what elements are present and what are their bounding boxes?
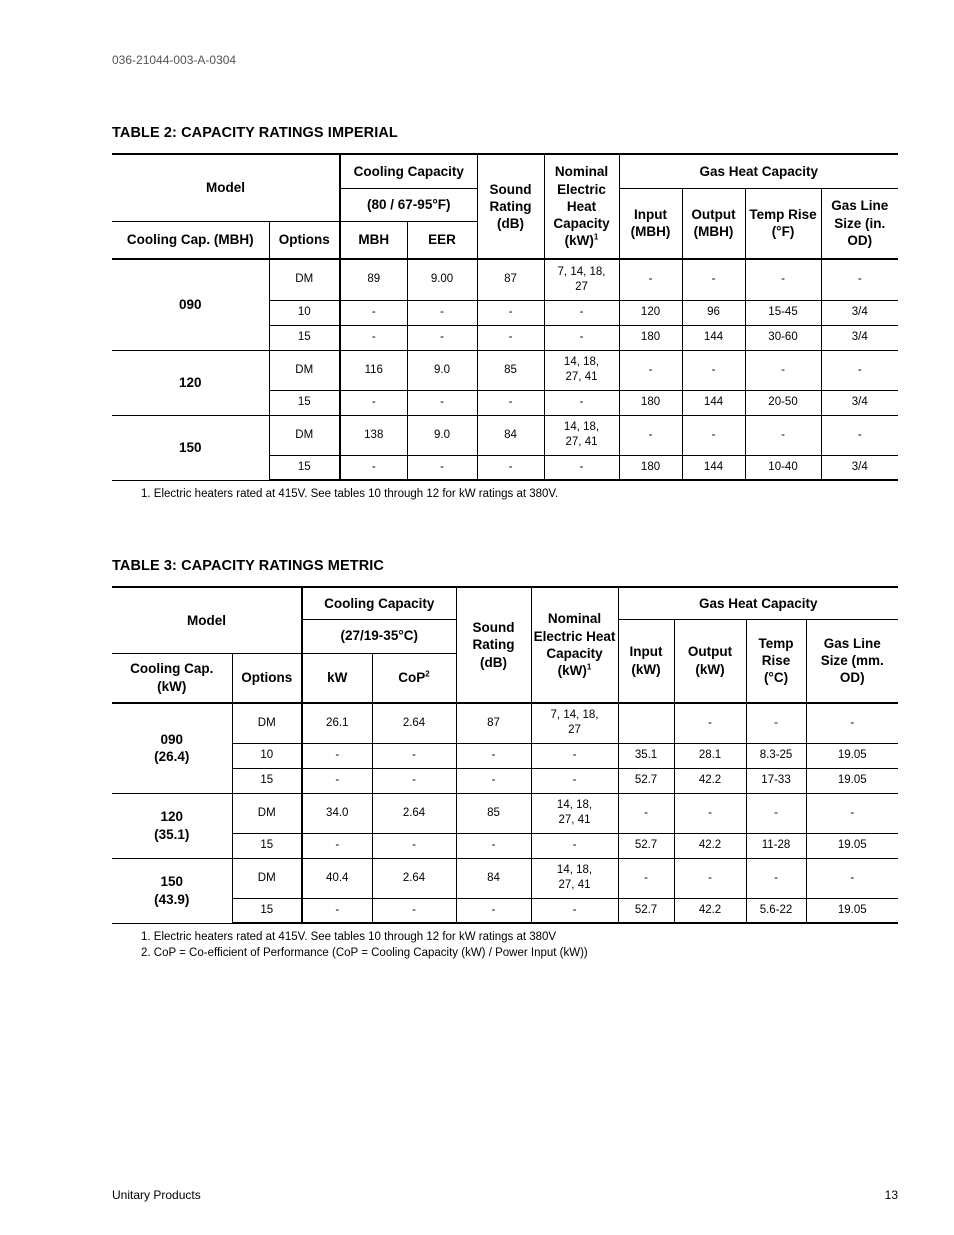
temp-rise-cell: 20-50	[745, 390, 821, 415]
header-options: Options	[269, 221, 340, 259]
table-row	[112, 415, 898, 455]
sound-cell: -	[456, 833, 531, 858]
input-cell: 52.7	[618, 768, 674, 793]
temp-rise-cell: -	[746, 793, 806, 833]
electric-heat-cell: -	[544, 390, 619, 415]
header-gas-heat-capacity: Gas Heat Capacity	[619, 154, 898, 188]
temp-rise-cell: -	[746, 858, 806, 898]
output-cell: 144	[682, 390, 745, 415]
sound-cell: -	[477, 300, 544, 325]
output-cell: -	[674, 858, 746, 898]
options-cell: 10	[269, 300, 340, 325]
output-cell: 96	[682, 300, 745, 325]
options-cell: DM	[269, 259, 340, 300]
kw-cell: 34.0	[302, 793, 372, 833]
sound-cell: 85	[477, 350, 544, 390]
temp-rise-cell: 17-33	[746, 768, 806, 793]
sound-cell: -	[456, 768, 531, 793]
options-cell: 15	[269, 390, 340, 415]
output-cell: -	[674, 703, 746, 743]
eer-cell: -	[407, 390, 477, 415]
table-row	[112, 350, 898, 390]
cop-cell: -	[372, 898, 456, 923]
table2-capacity-imperial	[112, 153, 898, 481]
table2-footnotes	[141, 486, 558, 502]
table2-title: TABLE 2: CAPACITY RATINGS IMPERIAL	[112, 125, 398, 141]
gas-line-cell: 19.05	[806, 768, 898, 793]
eer-cell: 9.0	[407, 415, 477, 455]
sound-cell: -	[477, 455, 544, 480]
model-cell: 150	[112, 415, 269, 480]
gas-line-cell: 3/4	[821, 390, 898, 415]
electric-heat-cell: -	[544, 300, 619, 325]
temp-rise-cell: 11-28	[746, 833, 806, 858]
options-cell: DM	[232, 858, 302, 898]
header-eer: EER	[407, 221, 477, 259]
electric-heat-cell: 14, 18, 27, 41	[544, 350, 619, 390]
input-cell: -	[618, 858, 674, 898]
cop-cell: -	[372, 833, 456, 858]
model-capacity: (35.1)	[154, 826, 190, 842]
mbh-cell: -	[340, 300, 407, 325]
sound-cell: 84	[477, 415, 544, 455]
model-cell	[112, 858, 232, 923]
model-number: 090	[160, 731, 184, 747]
header-gas-heat-capacity: Gas Heat Capacity	[618, 587, 898, 619]
footnote: 1. Electric heaters rated at 415V. See tables 10 through 12 for kW ratings at 380V	[141, 931, 557, 943]
options-cell: DM	[269, 415, 340, 455]
options-cell: 15	[232, 768, 302, 793]
electric-heat-cell: -	[531, 898, 618, 923]
kw-cell: 40.4	[302, 858, 372, 898]
input-cell: 180	[619, 325, 682, 350]
electric-heat-cell: 7, 14, 18, 27	[531, 703, 618, 743]
electric-heat-cell: -	[531, 833, 618, 858]
eer-cell: 9.00	[407, 259, 477, 300]
model-cell: 090	[112, 259, 269, 350]
header-cop	[372, 653, 456, 703]
electric-heat-cell: 14, 18, 27, 41	[531, 793, 618, 833]
gas-line-cell: 19.05	[806, 743, 898, 768]
eer-cell: -	[407, 300, 477, 325]
cop-cell: 2.64	[372, 858, 456, 898]
mbh-cell: -	[340, 325, 407, 350]
input-cell: 120	[619, 300, 682, 325]
footnote: 1. Electric heaters rated at 415V. See tables 10 through 12 for kW ratings at 380V.	[141, 488, 559, 500]
options-cell: 15	[269, 325, 340, 350]
output-cell: -	[682, 350, 745, 390]
input-cell: 52.7	[618, 833, 674, 858]
document-id: 036-21044-003-A-0304	[112, 53, 237, 67]
header-sound-rating: Sound Rating (dB)	[477, 154, 544, 259]
sound-cell: -	[477, 325, 544, 350]
eer-cell: -	[407, 325, 477, 350]
model-number: 150	[160, 873, 184, 889]
kw-cell: -	[302, 743, 372, 768]
temp-rise-cell: -	[745, 415, 821, 455]
header-cooling-conditions: (27/19-35°C)	[302, 619, 456, 653]
sound-cell: 87	[456, 703, 531, 743]
gas-line-cell: -	[821, 415, 898, 455]
header-nominal-unit: (kW)	[557, 663, 587, 679]
header-model: Model	[112, 587, 302, 653]
header-gas-line-size: Gas Line Size (mm. OD)	[806, 619, 898, 703]
output-cell: -	[674, 793, 746, 833]
table3-footnotes	[141, 929, 588, 961]
output-cell: 42.2	[674, 768, 746, 793]
electric-heat-cell: -	[544, 325, 619, 350]
sound-cell: 87	[477, 259, 544, 300]
model-number: 120	[160, 808, 184, 824]
input-cell: 35.1	[618, 743, 674, 768]
options-cell: 15	[269, 455, 340, 480]
temp-rise-cell: -	[745, 350, 821, 390]
temp-rise-cell: 8.3-25	[746, 743, 806, 768]
input-cell: -	[619, 350, 682, 390]
header-nominal-electric-heat	[531, 587, 618, 703]
header-sound-rating: Sound Rating (dB)	[456, 587, 531, 703]
eer-cell: -	[407, 455, 477, 480]
electric-heat-cell: -	[531, 743, 618, 768]
header-cooling-conditions: (80 / 67-95°F)	[340, 188, 477, 221]
input-cell: 180	[619, 390, 682, 415]
gas-line-cell: 3/4	[821, 325, 898, 350]
header-cop-text: CoP	[398, 670, 426, 686]
options-cell: 15	[232, 898, 302, 923]
output-cell: 144	[682, 325, 745, 350]
gas-line-cell: -	[821, 350, 898, 390]
mbh-cell: -	[340, 455, 407, 480]
cop-cell: -	[372, 768, 456, 793]
sound-cell: -	[456, 898, 531, 923]
output-cell: 28.1	[674, 743, 746, 768]
sound-cell: -	[456, 743, 531, 768]
eer-cell: 9.0	[407, 350, 477, 390]
output-cell: -	[682, 259, 745, 300]
output-cell: 42.2	[674, 833, 746, 858]
options-cell: 15	[232, 833, 302, 858]
header-cooling-capacity: Cooling Capacity	[340, 154, 477, 188]
input-cell	[618, 703, 674, 743]
temp-rise-cell: -	[746, 703, 806, 743]
model-cell	[112, 793, 232, 858]
table3-capacity-metric	[112, 586, 898, 924]
mbh-cell: -	[340, 390, 407, 415]
mbh-cell: 89	[340, 259, 407, 300]
gas-line-cell: 19.05	[806, 898, 898, 923]
header-input: Input (kW)	[618, 619, 674, 703]
mbh-cell: 138	[340, 415, 407, 455]
model-capacity: (43.9)	[154, 891, 190, 907]
options-cell: DM	[232, 703, 302, 743]
header-nominal-unit: (kW)	[564, 233, 594, 249]
temp-rise-cell: 5.6-22	[746, 898, 806, 923]
gas-line-cell: -	[821, 259, 898, 300]
gas-line-cell: 3/4	[821, 300, 898, 325]
input-cell: 180	[619, 455, 682, 480]
model-cell: 120	[112, 350, 269, 415]
electric-heat-cell: -	[531, 768, 618, 793]
header-nominal-electric-heat	[544, 154, 619, 259]
header-mbh: MBH	[340, 221, 407, 259]
model-cell	[112, 703, 232, 793]
header-output: Output (MBH)	[682, 188, 745, 259]
cop-cell: 2.64	[372, 703, 456, 743]
table-row	[112, 703, 898, 743]
temp-rise-cell: 15-45	[745, 300, 821, 325]
header-cooling-cap: Cooling Cap. (kW)	[112, 653, 232, 703]
input-cell: -	[619, 259, 682, 300]
header-temp-rise: Temp Rise (°F)	[745, 188, 821, 259]
kw-cell: -	[302, 898, 372, 923]
kw-cell: -	[302, 833, 372, 858]
output-cell: 144	[682, 455, 745, 480]
sound-cell: 85	[456, 793, 531, 833]
model-capacity: (26.4)	[154, 749, 190, 765]
header-gas-line-size: Gas Line Size (in. OD)	[821, 188, 898, 259]
gas-line-cell: -	[806, 793, 898, 833]
table-row	[112, 858, 898, 898]
mbh-cell: 116	[340, 350, 407, 390]
footer-publisher: Unitary Products	[112, 1188, 201, 1202]
gas-line-cell: -	[806, 703, 898, 743]
sound-cell: -	[477, 390, 544, 415]
temp-rise-cell: -	[745, 259, 821, 300]
table-row	[112, 793, 898, 833]
kw-cell: -	[302, 768, 372, 793]
footnote-ref: 2	[425, 669, 430, 679]
table3-title: TABLE 3: CAPACITY RATINGS METRIC	[112, 558, 384, 574]
input-cell: -	[619, 415, 682, 455]
input-cell: -	[618, 793, 674, 833]
options-cell: 10	[232, 743, 302, 768]
header-nominal-text: Nominal Electric Heat Capacity	[533, 611, 616, 661]
electric-heat-cell: 14, 18, 27, 41	[531, 858, 618, 898]
options-cell: DM	[269, 350, 340, 390]
header-nominal-text: Nominal Electric Heat Capacity	[553, 164, 610, 232]
gas-line-cell: 19.05	[806, 833, 898, 858]
electric-heat-cell: -	[544, 455, 619, 480]
gas-line-cell: -	[806, 858, 898, 898]
page-number: 13	[884, 1188, 898, 1202]
temp-rise-cell: 10-40	[745, 455, 821, 480]
electric-heat-cell: 7, 14, 18, 27	[544, 259, 619, 300]
gas-line-cell: 3/4	[821, 455, 898, 480]
temp-rise-cell: 30-60	[745, 325, 821, 350]
header-temp-rise: Temp Rise (°C)	[746, 619, 806, 703]
footnote-ref: 1	[593, 232, 599, 242]
sound-cell: 84	[456, 858, 531, 898]
footnote: 2. CoP = Co-efficient of Performance (CoP = Cooling Capacity (kW) / Power Input (kW))	[141, 947, 588, 959]
output-cell: -	[682, 415, 745, 455]
header-kw: kW	[302, 653, 372, 703]
header-cooling-cap: Cooling Cap. (MBH)	[112, 221, 269, 259]
electric-heat-cell: 14, 18, 27, 41	[544, 415, 619, 455]
header-options: Options	[232, 653, 302, 703]
footnote-ref: 1	[586, 662, 592, 672]
input-cell: 52.7	[618, 898, 674, 923]
options-cell: DM	[232, 793, 302, 833]
table-row	[112, 259, 898, 300]
cop-cell: -	[372, 743, 456, 768]
header-output: Output (kW)	[674, 619, 746, 703]
header-model: Model	[112, 154, 340, 221]
output-cell: 42.2	[674, 898, 746, 923]
header-input: Input (MBH)	[619, 188, 682, 259]
kw-cell: 26.1	[302, 703, 372, 743]
header-cooling-capacity: Cooling Capacity	[302, 587, 456, 619]
cop-cell: 2.64	[372, 793, 456, 833]
